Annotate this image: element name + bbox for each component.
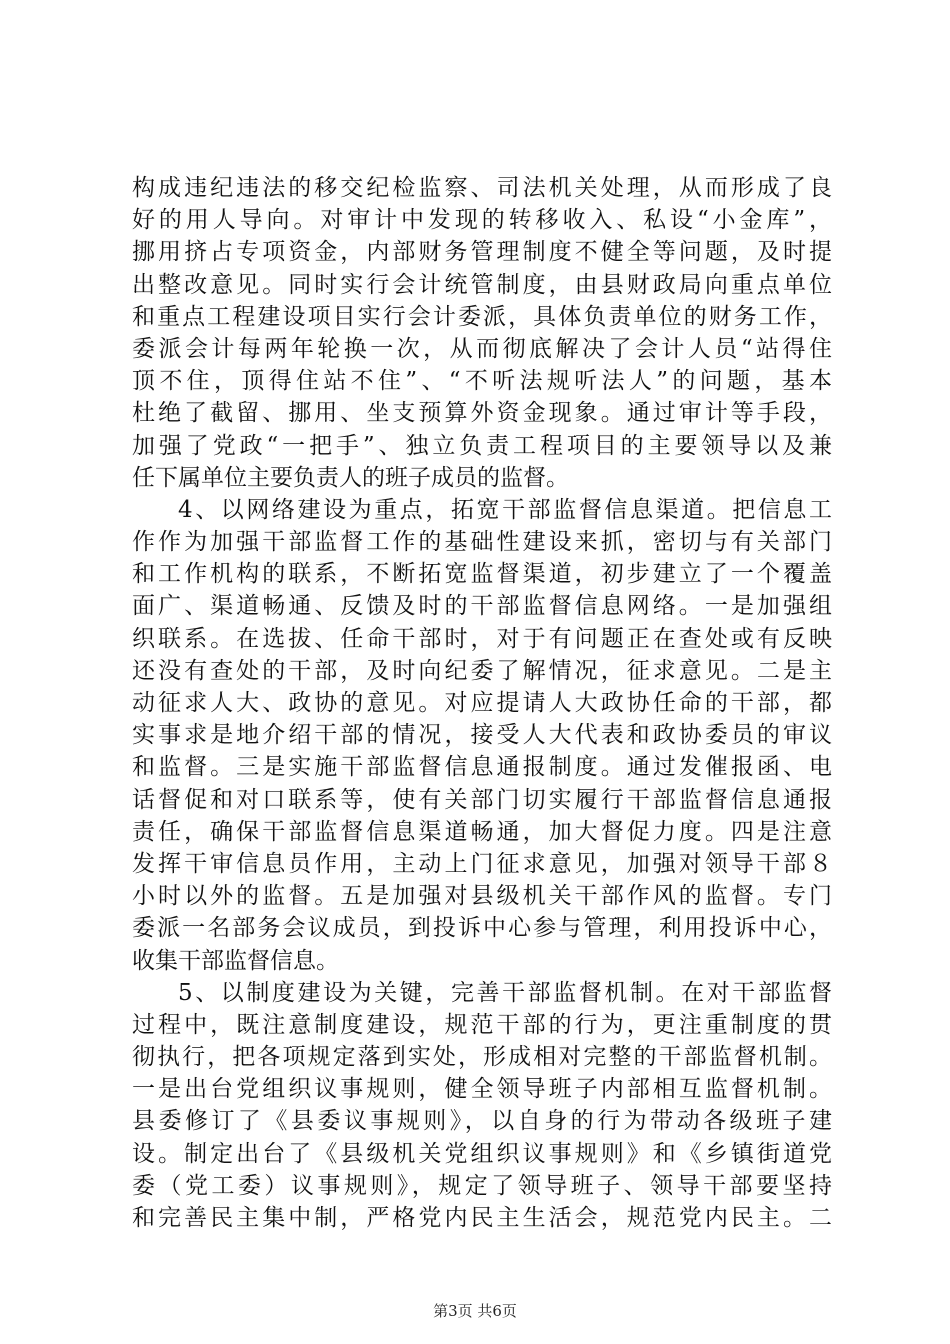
text-line: 动征求人大、政协的意见。对应提请人大政协任命的干部，都: [132, 690, 832, 716]
text-line: 一是出台党组织议事规则，健全领导班子内部相互监督机制。: [132, 1076, 832, 1103]
text-line: 收集干部监督信息。: [132, 947, 339, 974]
text-line: 委派会计每两年轮换一次，从而彻底解决了会计人员“站得住: [132, 335, 832, 362]
text-line: 过程中，既注意制度建设，规范干部的行为，更注重制度的贯: [132, 1011, 832, 1038]
text-line: 实事求是地介绍干部的情况，接受人大代表和政协委员的审议: [132, 722, 832, 749]
text-line: 小时以外的监督。五是加强对县级机关干部作风的监督。专门: [132, 883, 832, 910]
text-line: 和工作机构的联系，不断拓宽监督渠道，初步建立了一个覆盖: [132, 561, 832, 588]
text-line: 构成违纪违法的移交纪检监察、司法机关处理，从而形成了良: [132, 175, 832, 201]
body-text: [132, 172, 832, 1234]
paragraph-start-line: 5、以制度建设为关键，完善干部监督机制。在对干部监督: [178, 979, 832, 1006]
text-line: 好的用人导向。对审计中发现的转移收入、私设“小金库”，: [132, 207, 832, 234]
text-line: 挪用挤占专项资金，内部财务管理制度不健全等问题，及时提: [132, 239, 832, 266]
text-line: 发挥干审信息员作用，主动上门征求意见，加强对领导干部８: [132, 850, 832, 877]
text-line: 话督促和对口联系等，使有关部门切实履行干部监督信息通报: [132, 786, 832, 813]
text-line: 加强了党政“一把手”、独立负责工程项目的主要领导以及兼: [132, 432, 832, 459]
text-line: 县委修订了《县委议事规则》，以自身的行为带动各级班子建: [132, 1108, 832, 1135]
text-line: 责任，确保干部监督信息渠道畅通，加大督促力度。四是注意: [132, 818, 832, 845]
text-line: 杜绝了截留、挪用、坐支预算外资金现象。通过审计等手段，: [132, 400, 832, 427]
text-line: 顶不住，顶得住站不住”、“不听法规听法人”的问题，基本: [132, 368, 832, 395]
text-line: 委（党工委）议事规则》，规定了领导班子、领导干部要坚持: [132, 1172, 832, 1199]
text-line: 和监督。三是实施干部监督信息通报制度。通过发催报函、电: [132, 754, 832, 781]
text-line: 和重点工程建设项目实行会计委派，具体负责单位的财务工作，: [132, 303, 832, 330]
paragraph-start-line: 4、以网络建设为重点，拓宽干部监督信息渠道。把信息工: [178, 496, 832, 523]
page-number-footer: 第3页 共6页: [433, 1302, 517, 1320]
text-line: 出整改意见。同时实行会计统管制度，由县财政局向重点单位: [132, 271, 832, 298]
text-line: 设。制定出台了《县级机关党组织议事规则》和《乡镇街道党: [132, 1140, 832, 1167]
text-line: 任下属单位主要负责人的班子成员的监督。: [132, 464, 569, 491]
text-line: 还没有查处的干部，及时向纪委了解情况，征求意见。二是主: [132, 657, 832, 684]
text-line: 和完善民主集中制，严格党内民主生活会，规范党内民主。二: [132, 1205, 832, 1231]
text-line: 彻执行，把各项规定落到实处，形成相对完整的干部监督机制。: [132, 1044, 832, 1071]
text-line: 委派一名部务会议成员，到投诉中心参与管理，利用投诉中心，: [132, 915, 832, 942]
text-line: 作作为加强干部监督工作的基础性建设来抓，密切与有关部门: [132, 529, 832, 556]
text-line: 面广、渠道畅通、反馈及时的干部监督信息网络。一是加强组: [132, 593, 832, 620]
text-line: 织联系。在选拔、任命干部时，对于有问题正在查处或有反映: [132, 625, 832, 652]
